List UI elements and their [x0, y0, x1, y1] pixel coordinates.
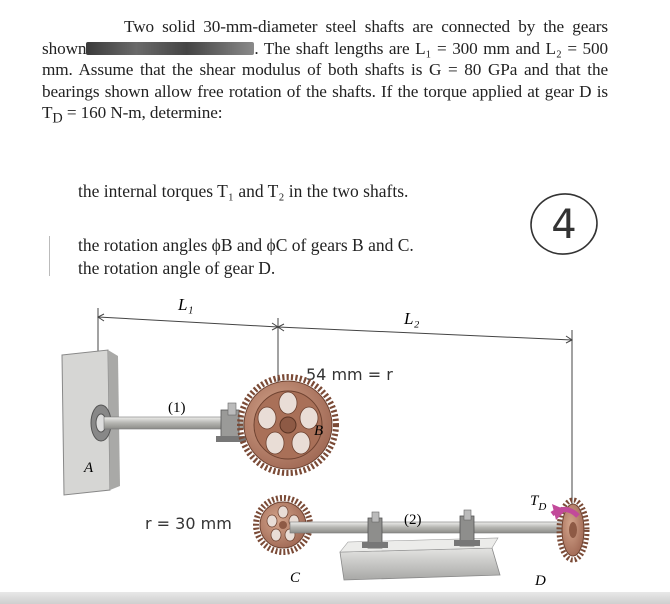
label-TD-sub: D: [538, 501, 547, 513]
problem-line-2: . The shaft lengths are L₁ = 300 mm and L₂ = 500 mm. Assume that the shear modulus of both shafts is G = 80 GPa and that the bearings shown allow free rotation of the shafts. If the torque applied at gear D is T: [42, 38, 608, 122]
handwritten-radius-B: 54 mm = r: [306, 365, 393, 384]
label-A: A: [84, 460, 94, 476]
question-b: the rotation angles ϕB and ϕC of gears B and C.: [78, 235, 414, 255]
label-L1: L₁: [178, 295, 194, 314]
dim-line-L2: [278, 327, 572, 340]
label-C: C: [290, 570, 301, 586]
paper-edge: [0, 592, 670, 604]
problem-line-1: Two solid 30-mm-diameter steel shafts are connected by the gears shown: [42, 17, 608, 58]
margin-mark: [49, 236, 50, 276]
torque-subscript: D: [52, 110, 63, 127]
dim-line-L1: [98, 317, 278, 327]
gear-shaft-figure: [0, 290, 670, 600]
circled-digit: 4: [551, 202, 577, 248]
label-L2: L₂: [404, 309, 420, 328]
label-B: B: [314, 423, 324, 439]
circled-number: [526, 186, 602, 262]
handwritten-radius-C: r = 30 mm: [145, 514, 232, 533]
label-TD: [530, 493, 546, 513]
question-c: the rotation angle of gear D.: [78, 258, 276, 278]
problem-text: [42, 16, 608, 130]
shaft-2: [290, 522, 566, 533]
torque-value: = 160 N-m, determine:: [62, 103, 223, 122]
label-shaft-2: (2): [404, 512, 422, 528]
problem-statement: [42, 16, 608, 130]
label-TD-main: T: [530, 493, 539, 509]
redaction-mark: [86, 42, 254, 55]
label-D: D: [535, 573, 546, 589]
question-a: the internal torques T₁ and T₂ in the two shafts.: [78, 181, 409, 201]
label-shaft-1: (1): [168, 400, 186, 416]
